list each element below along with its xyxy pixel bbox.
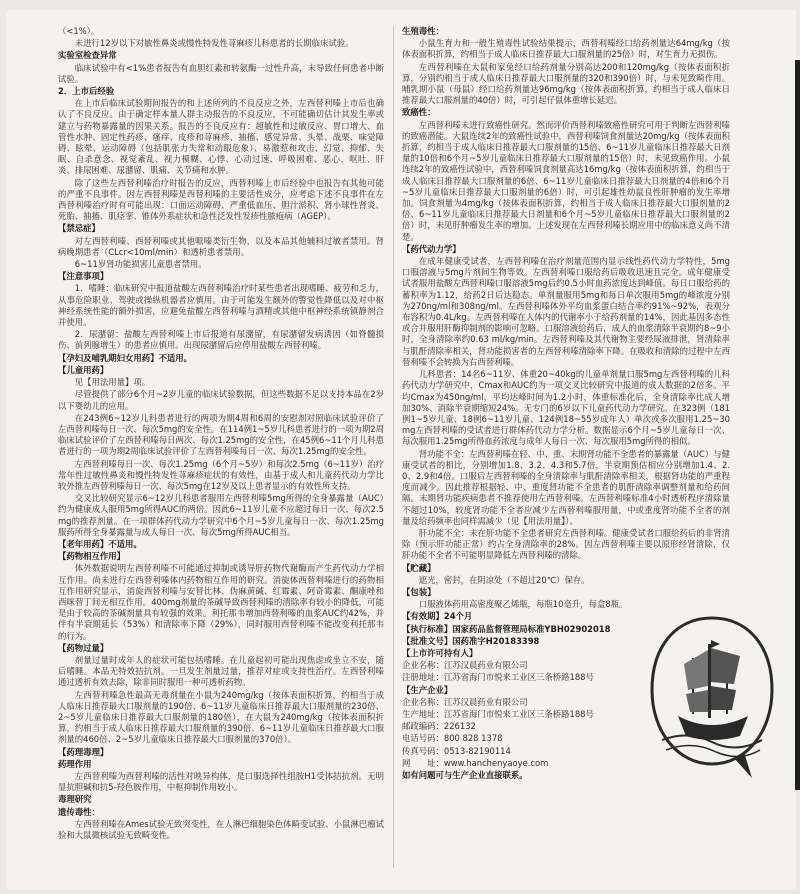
text-paragraph: 邮政编码：226132	[402, 721, 476, 732]
section-heading: 【贮藏】	[402, 562, 436, 573]
section-heading: 【批准文号】国药准字H20183398	[402, 635, 540, 646]
subheading: 实验室检查异常	[58, 50, 117, 61]
text-paragraph: 见【用法用量】项。	[74, 377, 151, 388]
ship-seal-logo-icon	[648, 612, 776, 782]
section-heading: 【药理毒理】	[58, 746, 109, 757]
text-paragraph: 在成年健康受试者，左西替利嗪在治疗剂量范围内显示线性药代动力学特性，5mg口服溶液与5mg片剂间生物等效。左西替利嗪口服给药后吸收迅速且完全。成年健康受试者服用盐酸左西替利嗪口服溶液5mg后约0.5小时血药浓度达到峰值。每日口服给药的蓄积率为1.12，给药2日后达稳态。单剂量服用5mg和每日单次服用5mg的峰浓度分别为270ng/ml和308ng/ml。左西替利嗪体外平均血浆蛋白结合率约91%~92%，表观分布容积为0.4L/kg。左西替利嗪在人体内的代谢率小于给药剂量的14%，因此基因多态性或合并服用肝酶抑制剂的影响可忽略。口服溶液给药后，成人的血浆清除半衰期约8~9小时，全身清除率约0.63 ml/kg/min。左西替利嗪及其代谢物主要经尿液排泄，肾清除率与肌酐清除率相关，肾功能损害者的左西替利嗪清除率下降。在吸收和清除的过程中左西替利嗪不会转换为右西替利嗪。	[402, 256, 730, 367]
text-paragraph: 6~11岁肾功能损害儿童患者禁用。	[74, 259, 207, 270]
subheading: 生殖毒性：	[402, 26, 444, 36]
text-paragraph: 对左西替利嗪、西替利嗪或其他哌嗪类衍生物，以及本品其他辅料过敏者禁用。肾病晚期患者（CLcr<10ml/min）和透析患者禁用。	[58, 235, 384, 257]
text-paragraph: 企业名称：江苏汉晨药业有限公司	[402, 660, 528, 671]
text-paragraph: 左西替利嗪每日一次、每次1.25mg（6个月~5岁）和每次2.5mg（6~11岁）治疗常年性过敏性鼻炎和慢性特发性荨麻疹症状的有效性，由基于成人和儿童药代动力学比较外推左西替利嗪每日一次、每次5mg在12岁及以上患者显示的有效性所支持。	[58, 458, 384, 491]
text-paragraph: 肝功能不全：未在肝功能不全患者研究左西替利嗪。健康受试者口服给药后的非肾清除（预示肝功能正常）约占全身清除率的28%。因左西替利嗪主要以原形经肾清除，仅肝功能不全者不可能明显降低左西替利嗪的清除。	[402, 527, 730, 561]
text-paragraph: 生产地址：江苏省海门市悦来工业区三条桥路188号	[402, 708, 594, 719]
section-heading: 【儿童用药】	[58, 364, 109, 375]
text-paragraph: 左西替利嗪未进行致癌性研究。然而评价西替利嗪致癌性研究可用于判断左西替利嗪的致癌潜能。大鼠连续2年的致癌性试验中，西替利嗪饲食剂量达20mg/kg（按体表面积折算，约相当于成人临床日推荐最大口服剂量的15倍、6~11岁儿童临床日推荐最大日剂量的10倍和6个月~5岁儿童临床日推荐最大口服剂量的15倍）时，未见致癌作用。小鼠连续2年的致癌性试验中，西替利嗪饲食剂量高达16mg/kg（按体表面积折算，约相当于成人临床日推荐最大口服剂量的6倍、6~11岁儿童临床日推荐最大日剂量的4倍和6个月~5岁儿童临床日推荐最大口服剂量的6倍）时，可引起雄性幼鼠良性肝肿瘤的发生率增加。饲食剂量为4mg/kg（按体表面积折算，约相当于成人临床日推荐最大口服剂量的2倍、6~11岁儿童临床日推荐最大日剂量和6个月~5岁儿童临床日推荐最大口服剂量的2倍）时，未见肝肿瘤发生率的增加。上述发现在左西替利嗪长期应用中的临床意义尚不清楚。	[402, 119, 730, 242]
left-column	[58, 26, 384, 842]
text-paragraph: 体外数据说明左西替利嗪不可能通过抑制或诱导肝药物代谢酶而产生药代动力学相互作用。尚未进行左西替利嗪体内药物相互作用的研究。消旋体西替利嗪进行的药物相互作用研究显示，消旋西替利嗪与安替比林、伪麻黄碱、红霉素、阿奇霉素、酮康唑和西咪替丁间无相互作用。400mg剂量的茶碱导致西替利嗪的清除率有较小的降低，可能是由于较高的茶碱剂量具有较强的效果。利托那韦增加西替利嗪的血浆AUC约42%，并伴有半衰期延长（53%）和清除率下降（29%），同时服用西替利嗪不能改变利托那韦的行为。	[58, 563, 384, 641]
text-paragraph: 尽管提供了部分6个月~2岁儿童的临床试验数据，但这些数据不足以支持本品在2岁以下婴幼儿的应用。	[58, 389, 384, 411]
subheading: 毒理研究	[58, 794, 92, 805]
section-heading: 【包装】	[402, 586, 436, 597]
text-paragraph: 网 址：www.hanchenyaoye.com	[402, 757, 549, 768]
subheading: 致癌性：	[402, 107, 436, 118]
section-heading: 【注意事项】	[58, 271, 109, 282]
text-paragraph: 在上市后临床试验期间报告的和上述所列的不良反应之外，左西替利嗪上市后也确认了不良反应。由于确定样本量人群主动报告的不良反应，不可能确切估计其发生率或建立与药物暴露量的因果关系。报告的不良反应有：超敏性和过敏反应、胃口增大、血管性水肿、固定性药疹、瘙痒、皮疹和荨麻疹、抽搐、感觉异常、头晕、战栗、味觉障碍、眩晕、运动障碍（包括肌张力失常和动眼危象）、易激惹和攻击、幻觉、抑郁、失眠、自杀意念、视觉紊乱、视力模糊、心悸、心动过速、呼吸困难、恶心、呕吐、肝炎、排尿困难、尿潴留、肌痛、关节痛和水肿。	[58, 98, 384, 176]
text-paragraph: 左西替利嗪在大鼠和家兔经口给药剂量分别高达200和120mg/kg（按体表面积折算，分别约相当于成人临床日推荐最大口服剂量的320和390倍）时，与未见致畸作用。哺乳期小鼠（母鼠）经口给药剂量达96mg/kg（按体表面积折算，约相当于成人临床日推荐最大口服剂量的40倍）时，可引起仔鼠体重增长延迟。	[402, 61, 730, 106]
section-heading: 【生产企业】	[402, 684, 453, 695]
section-heading: 【孕妇及哺乳期妇女用药】不适用。	[58, 352, 192, 363]
text-paragraph: 左西替利嗪在Ames试验无致突变性，在人淋巴细胞染色体畸变试验、小鼠淋巴瘤试验和大鼠微核试验无致畸变性。	[58, 818, 384, 841]
text-paragraph: （<1%）。	[58, 26, 100, 36]
text-paragraph: 剂量过量时成年人的症状可能包括嗜睡。在儿童起初可能出现焦虑或坐立不安，随后嗜睡。本品无特效拮抗剂。一旦发生剂量过量，推荐对症或支持性治疗。左西替利嗪通过透析有效去除，除非同时服用一种可透析药物。	[58, 654, 384, 688]
text-paragraph: 注册地址：江苏省海门市悦来工业区三条桥路188号	[402, 672, 594, 683]
text-paragraph: 临床试验中有<1%患者报告有血胆红素和转氨酶一过性升高，未导致任何患者中断试验。	[58, 62, 384, 84]
text-paragraph: 遮光，密封，在阴凉处（不超过20℃）保存。	[418, 574, 590, 585]
text-paragraph: 左西替利嗪急性最高无毒剂量在小鼠为240mg/kg（按体表面积折算，约相当于成人临床日推荐最大口服剂量的190倍、6~11岁儿童临床日推荐最大口服剂量的230倍、2~5岁儿童临床日推荐最大口服剂量的180倍），在大鼠为240mg/kg（按体表面积折算，约相当于成人临床日推荐最大口服剂量的390倍、6~11岁儿童临床日推荐最大口服剂量的460倍、2~5岁儿童临床日推荐最大口服剂量的370倍）。	[58, 689, 384, 745]
text-paragraph: 传真号码：0513-82190114	[402, 745, 511, 756]
subheading: 遗传毒性：	[58, 806, 100, 817]
text-paragraph: 小鼠生育力和一般生殖毒性试验结果提示，西替利嗪经口给药剂量达64mg/kg（按体表面积折算，约相当于成人临床日推荐最大口服剂量的25倍）时，对生育力无损伤。	[402, 38, 730, 60]
text-paragraph: 交叉比较研究显示6~12岁儿科患者服用左西替利嗪5mg所得的全身暴露量（AUC）约为健康成人服用5mg所得AUC的两倍。因此6~11岁儿童不应超过每日一次、每次2.5mg的推荐剂量。在一项群体药代动力学研究中6个月~5岁儿童每日一次、每次1.25mg服药所得全身暴露量与成人每日一次、每次5mg所得AUC相当。	[58, 493, 384, 537]
section-heading: 【上市许可持有人】	[402, 647, 478, 658]
text-paragraph: 口服液体药用高密度聚乙烯瓶，每瓶10毫升，每盒8瓶。	[418, 599, 628, 610]
section-heading: 如有问题可与生产企业直接联系。	[402, 770, 528, 780]
subheading: 药理作用	[58, 758, 92, 769]
section-heading: 【有效期】24个月	[402, 611, 473, 622]
text-paragraph: 1．嗜睡：临床研究中报道盐酸左西替利嗪治疗时某些患者出现嗜睡、疲劳和乏力，从事危险职业、驾驶或操纵机器者应慎用。由于可能发生额外的警觉性降低以及对中枢神经系统性能的额外损害，应避免盐酸左西替利嗪与酒精或其他中枢神经系统镇静剂合并使用。	[58, 283, 384, 328]
text-paragraph: 企业名称：江苏汉晨药业有限公司	[402, 696, 528, 707]
subheading: 2．上市后经验	[58, 86, 115, 97]
section-heading: 【药物过量】	[58, 642, 109, 653]
text-paragraph: 在243例6~12岁儿科患者进行的两项为期4周和6周的安慰剂对照临床试验评价了左西替利嗪每日一次、每次5mg的安全性。在114例1~5岁儿科患者进行的一项为期2周临床试验评价了左西替利嗪每日两次、每次1.25mg的安全性，在45例6~11个月儿科患者进行的一项为期2周临床试验评价了左西替利嗪每日一次、每次1.25mg的安全性。	[58, 412, 384, 457]
section-heading: 【执行标准】国家药品监督管理局标准YBH02902018	[402, 623, 611, 634]
section-heading: 【药代动力学】	[402, 243, 461, 254]
dark-page-edge	[795, 60, 800, 790]
text-paragraph: 左西替利嗪为西替利嗪的活性对映异构体，是口服选择性组胺H1受体拮抗剂。无明显抗胆碱和抗5-羟色胺作用，中枢抑制作用较小。	[58, 771, 384, 793]
section-heading: 【禁忌症】	[58, 223, 100, 234]
text-paragraph: 儿科患者：14名6~11岁、体重20~40kg的儿童单剂量口服5mg左西替利嗪的儿科药代动力学研究中，Cmax和AUC约为一项交叉比较研究中报道的成人数据的2倍多。平均Cmax为450ng/ml，平均达峰时间为1.2小时，体重标准化后，全身清除率比成人增加30%、消除半衰期缩短24%。无专门的6岁以下儿童药代动力学研究。在323例（181例1~5岁儿童、18例6~11岁儿童、124例18~55岁成年人）单次或多次服用1.25~30mg左西替利嗪的受试者进行群体药代动力学分析。数据显示6个月~5岁儿童每日一次、每次服用1.25mg所得血药浓度与成年人每日一次、每次服用5mg所得的相似。	[402, 369, 730, 447]
text-paragraph: 电话号码：800 828 1378	[402, 733, 503, 744]
text-paragraph: 肾功能不全：左西替利嗪在轻、中、重、末期肾功能不全患者的暴露量（AUC）与健康受试者的相比，分别增加1.8、3.2、4.3和5.7倍，半衰期预估相应分别增加1.4、2.0、2.9和4倍。口服后左西替利嗪的全身清除率与肌酐清除率相关，根据肾功能的严重程度而减少。因此推荐根据轻、中、重度肾功能不全患者的肌酐清除率调整剂量和给药间隔。末期肾功能疾病患者不推荐使用左西替利嗪。左西替利嗪标准4小时透析程序清除量不超过10%，较度肾功能不全者应减少左西替利嗪服用量，中或重度肾功能不全者的剂量及给药频率也同样需减少（见【用法用量】）。	[402, 448, 730, 526]
text-paragraph: 除了这些左西替利嗪治疗时报告的反应，西替利嗪上市后经验中也报告有其他可能的严重不良事件。因左西替利嗪是西替利嗪的主要活性成分，应考虑下述不良事件在左西替利嗪治疗时有可能出现：口面运动障碍、严重低血压、胆汁淤积、肾小球性肾炎、死胎、抽搐、肌痉挛、锥体外系症状和急性泛发性发疹性脓疱病（AGEP）。	[58, 177, 384, 222]
text-paragraph: 2．尿潴留：盐酸左西替利嗪上市后报道有尿潴留，有尿潴留发病诱因（如脊髓损伤、前列腺增生）的患者应慎用。出现尿潴留后应停用盐酸左西替利嗪。	[58, 329, 384, 351]
section-heading: 【老年用药】不适用。	[58, 538, 142, 549]
text-paragraph: 未进行12岁以下对敏性鼻炎或慢性特发性荨麻疹儿科患者的长期临床试验。	[74, 38, 354, 49]
column-divider	[393, 26, 394, 868]
section-heading: 【药物相互作用】	[58, 551, 125, 562]
